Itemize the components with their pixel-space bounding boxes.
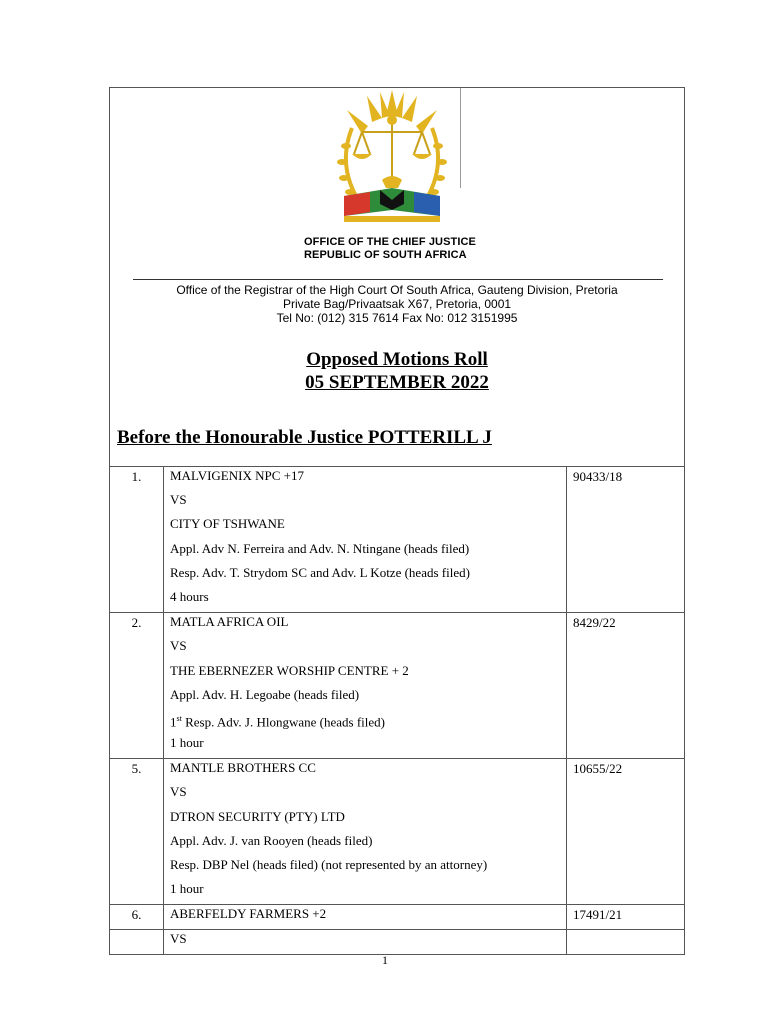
case-file-number: 8429/22 — [567, 613, 685, 759]
case-file-number: 17491/21 — [567, 905, 685, 954]
office-name-line-2: REPUBLIC OF SOUTH AFRICA — [304, 249, 467, 261]
versus: VS — [170, 492, 187, 508]
applicant: MALVIGENIX NPC +17 — [170, 468, 304, 483]
address-line-1: Office of the Registrar of the High Court Of South Africa, Gauteng Division, Pretoria — [176, 283, 618, 297]
respondent: CITY OF TSHWANE — [170, 516, 285, 532]
applicant-counsel: Appl. Adv. H. Legoabe (heads filed) — [170, 686, 360, 702]
case-parties — [164, 613, 567, 759]
registrar-address — [110, 283, 684, 325]
respondent-counsel-text: Resp. Adv. J. Hlongwane (heads filed) — [181, 714, 385, 730]
case-number: 6. — [110, 905, 164, 954]
table-row — [110, 905, 685, 954]
respondent-counsel: Resp. DBP Nel (heads filed) (not represented by an attorney) — [170, 857, 488, 872]
case-table — [109, 466, 685, 955]
case-parties — [164, 467, 567, 613]
applicant: ABERFELDY FARMERS +2 — [170, 906, 327, 922]
roll-title-line-1: Opposed Motions Roll — [306, 349, 488, 370]
hearing-duration: 1 hour — [170, 735, 204, 751]
table-row — [110, 613, 685, 759]
hearing-duration: 4 hours — [170, 588, 209, 604]
case-number: 1. — [110, 467, 164, 613]
office-name-line-1: OFFICE OF THE CHIEF JUSTICE — [304, 236, 476, 248]
office-name — [304, 236, 476, 262]
case-number: 5. — [110, 759, 164, 905]
versus: VS — [170, 784, 187, 800]
judge-heading: Before the Honourable Justice POTTERILL J — [117, 427, 492, 448]
address-line-3: Tel No: (012) 315 7614 Fax No: 012 3151995 — [276, 311, 518, 325]
address-line-2: Private Bag/Privaatsak X67, Pretoria, 0001 — [282, 297, 512, 311]
applicant: MATLA AFRICA OIL — [170, 614, 289, 630]
respondent-counsel: Resp. Adv. T. Strydom SC and Adv. L Kotze (heads filed) — [170, 564, 470, 580]
page-number: 1 — [382, 953, 388, 967]
header-divider — [133, 279, 663, 280]
case-parties — [164, 905, 567, 954]
versus: VS — [170, 930, 187, 946]
respondent-ordinal-suffix: st — [176, 713, 182, 723]
case-file-number: 90433/18 — [567, 467, 685, 613]
respondent: DTRON SECURITY (PTY) LTD — [170, 808, 345, 824]
case-number: 2. — [110, 613, 164, 759]
case-file-number: 10655/22 — [567, 759, 685, 905]
hearing-duration: 1 hour — [170, 881, 204, 897]
roll-date: 05 SEPTEMBER 2022 — [305, 372, 489, 393]
coat-of-arms-logo — [322, 88, 462, 230]
applicant: MANTLE BROTHERS CC — [170, 760, 316, 776]
respondent-ordinal: 1 — [170, 714, 177, 730]
roll-title — [110, 348, 684, 394]
applicant-counsel: Appl. Adv N. Ferreira and Adv. N. Ntingane (heads filed) — [170, 540, 470, 556]
versus: VS — [170, 638, 187, 654]
respondent: THE EBERNEZER WORSHIP CENTRE + 2 — [170, 662, 409, 678]
table-row — [110, 467, 685, 613]
table-row — [110, 759, 685, 905]
applicant-counsel: Appl. Adv. J. van Rooyen (heads filed) — [170, 832, 373, 848]
respondent-counsel — [170, 710, 566, 734]
case-parties — [164, 759, 567, 905]
